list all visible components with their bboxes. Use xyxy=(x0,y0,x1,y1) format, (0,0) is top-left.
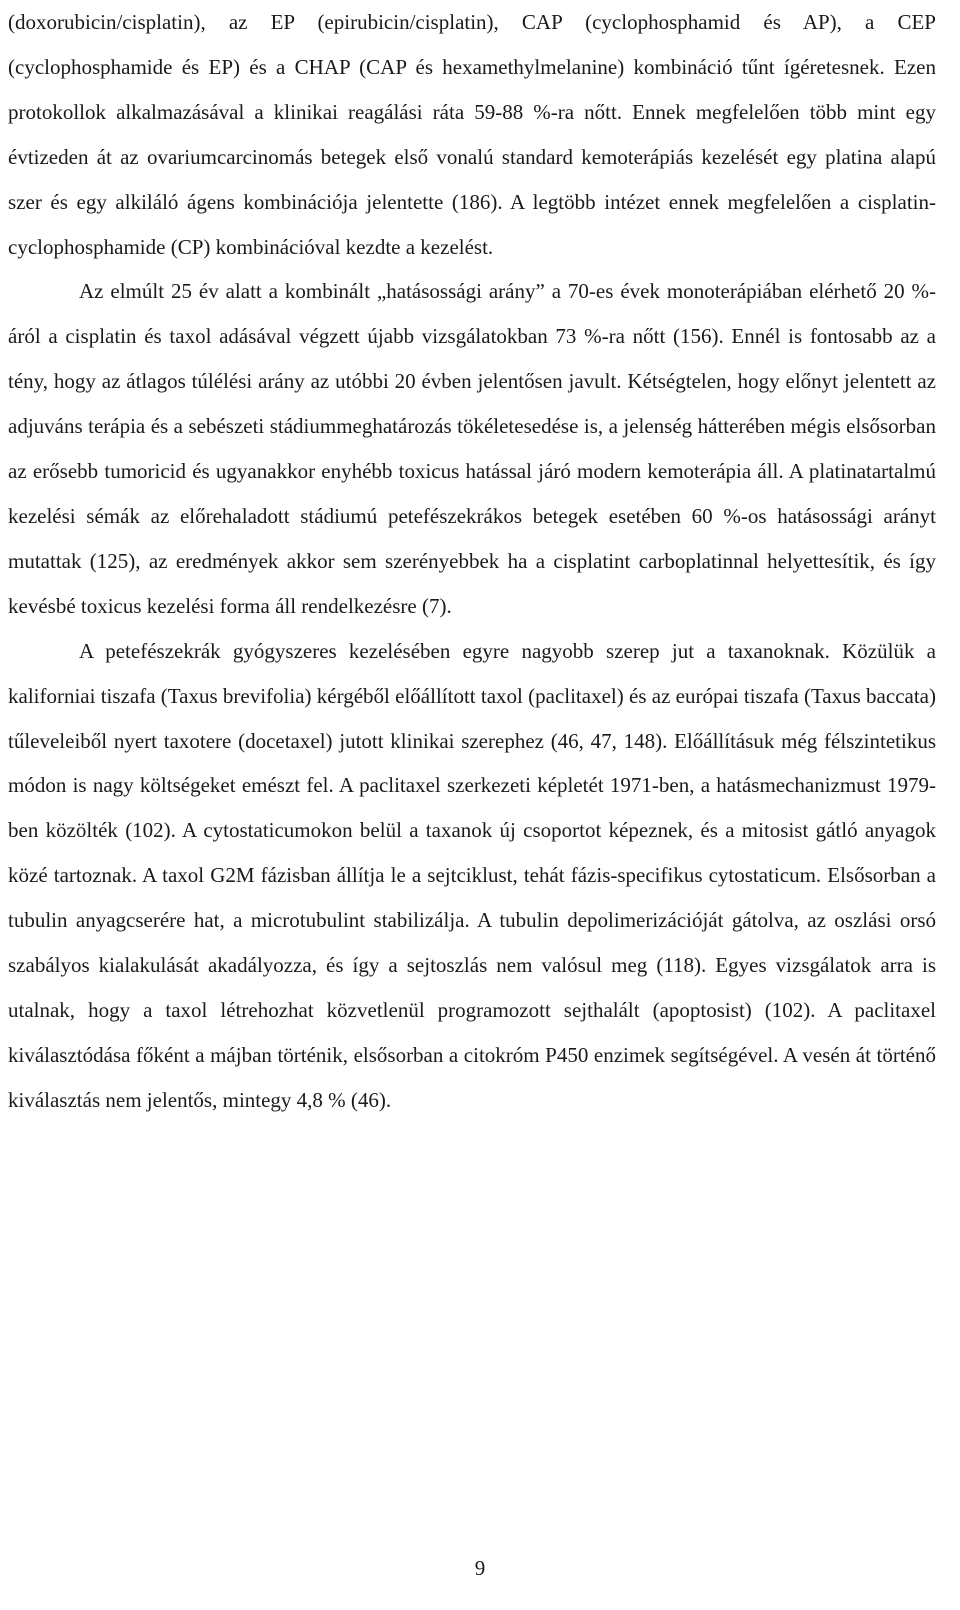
paragraph-continued: (doxorubicin/cisplatin), az EP (epirubicin/cisplatin), CAP (cyclophosphamid és AP), a CEP (cyclophosphamide és EP) és a CHAP (CAP és hexamethylmelanine) kombináció tűnt ígéretesnek. Ezen protokollok alkalmazásával a klinikai reagálási ráta 59-88 %-ra nőtt. Ennek megfelelően több mint egy évtizeden át az ovariumcarcinomás betegek első vonalú standard kemoterápiás kezelését egy platina alapú szer és egy alkiláló ágens kombinációja jelentette (186). A legtöbb intézet ennek megfelelően a cisplatin-cyclophosphamide (CP) kombinációval kezdte a kezelést. xyxy=(8,10,936,259)
paragraph: A petefészekrák gyógyszeres kezelésében egyre nagyobb szerep jut a taxanoknak. Közülük a kaliforniai tiszafa (Taxus brevifolia) kérgéből előállított taxol (paclitaxel) és az európai tiszafa (Taxus baccata) tűleveleiből nyert taxotere (docetaxel) jutott klinikai szerephez (46, 47, 148). Előállításuk még félszintetikus módon is nagy költségeket emészt fel. A paclitaxel szerkezeti képletét 1971-ben, a hatásmechanizmust 1979-ben közölték (102). A cytostaticumokon belül a taxanok új csoportot képeznek, és a mitosist gátló anyagok közé tartoznak. A taxol G2M fázisban állítja le a sejtciklust, tehát fázis-specifikus cytostaticum. Elsősorban a tubulin anyagcserére hat, a microtubulint stabilizálja. A tubulin depolimerizációját gátolva, az oszlási orsó szabályos kialakulását akadályozza, és így a sejtoszlás nem valósul meg (118). Egyes vizsgálatok arra is utalnak, hogy a taxol létrehozhat közvetlenül programozott sejthalált (apoptosist) (102). A paclitaxel kiválasztódása főként a májban történik, elsősorban a citokróm P450 enzimek segítségével. A vesén át történő kiválasztás nem jelentős, mintegy 4,8 % (46). xyxy=(8,638,936,1112)
page-number: 9 xyxy=(474,1556,486,1580)
document-body xyxy=(8,0,936,1123)
paragraph: Az elmúlt 25 év alatt a kombinált „hatásossági arány” a 70-es évek monoterápiában elérhető 20 %-áról a cisplatin és taxol adásával végzett újabb vizsgálatokban 73 %-ra nőtt (156). Ennél is fontosabb az a tény, hogy az átlagos túlélési arány az utóbbi 20 évben jelentősen javult. Kétségtelen, hogy előnyt jelentett az adjuváns terápia és a sebészeti stádiummeghatározás tökéletesedése is, a jelenség hátterében mégis elsősorban az erősebb tumoricid és ugyanakkor enyhébb toxicus hatással járó modern kemoterápia áll. A platinatartalmú kezelési sémák az előrehaladott stádiumú petefészekrákos betegek esetében 60 %-os hatásossági arányt mutattak (125), az eredmények akkor sem szerényebbek ha a cisplatint carboplatinnal helyettesítik, és így kevésbé toxicus kezelési forma áll rendelkezésre (7). xyxy=(8,279,936,618)
